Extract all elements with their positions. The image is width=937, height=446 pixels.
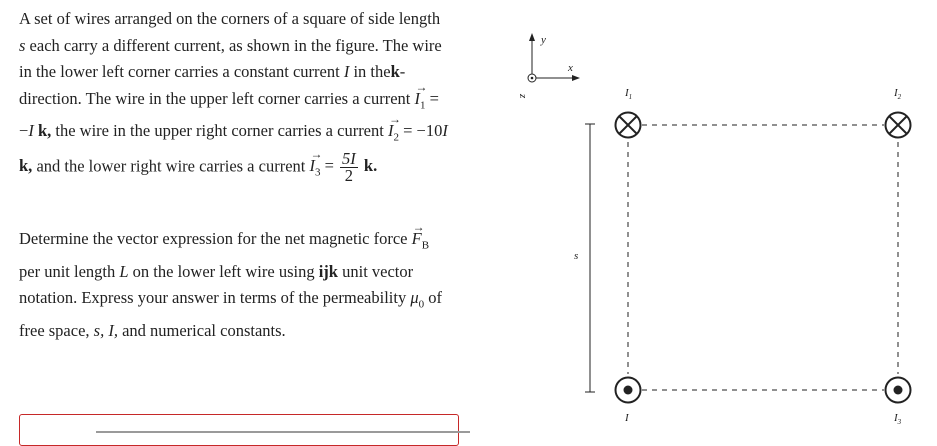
axes-icon xyxy=(528,33,580,82)
unit-k: k xyxy=(390,62,400,81)
wire-upper-left-label: $I_1$ xyxy=(625,87,633,101)
text: unit vector notation. Express your answer in terms of the permeability xyxy=(19,261,414,308)
wire-lower-left-label: I xyxy=(625,412,629,424)
var-s: s xyxy=(19,35,26,55)
text: per unit length xyxy=(19,261,116,281)
fraction-5I-over-2: $\frac{5I}{2}$ xyxy=(342,149,356,186)
ijk-notation: ijk xyxy=(318,261,338,281)
text: -direction. The wire in the upper left corner carries a current xyxy=(19,62,411,108)
var-s: s, xyxy=(93,321,105,341)
side-dimension xyxy=(585,124,595,392)
symbol-mu0: $\mu_0$ xyxy=(410,288,425,311)
text: on the lower left wire using xyxy=(132,261,315,281)
text: the wire in the upper right corner carries a current xyxy=(55,121,384,141)
var-L: L xyxy=(119,261,129,281)
vector-FB: → $F_B$ xyxy=(412,229,429,248)
wire-lower-right-out-of-page-icon xyxy=(886,378,911,403)
text: of free space, xyxy=(19,288,442,341)
text: and the lower right wire carries a current xyxy=(36,156,306,176)
wire-upper-left-into-page-icon xyxy=(616,113,641,138)
axis-z-label: z xyxy=(517,94,529,99)
wire-lower-right-label: $I_3$ xyxy=(894,412,902,426)
vector-I2: → I xyxy=(388,118,394,145)
current-I2-expression: → $I_2 = -10I$ k, xyxy=(19,121,448,175)
var-I: I, xyxy=(108,321,118,341)
side-length-label: s xyxy=(574,250,579,262)
current-I3-expression: → $I_3$ = $\frac{5I}{2}$ k. xyxy=(309,156,377,175)
text: and numerical constants. xyxy=(122,321,286,341)
vector-I3: → I xyxy=(309,153,315,180)
wire-lower-left-out-of-page-icon xyxy=(616,378,641,403)
dashed-square xyxy=(628,125,898,390)
wire-upper-right-label: $I_2$ xyxy=(894,87,902,101)
vector-I1: → I xyxy=(415,86,421,113)
var-I: I xyxy=(343,62,350,81)
wire-upper-right-into-page-icon xyxy=(886,113,911,138)
axis-x-label: x xyxy=(568,62,573,74)
current-I1-expression: → $I_1 = -I$ k, xyxy=(19,89,439,141)
text: in the xyxy=(353,62,391,81)
text: each carry a different current, as shown in the figure. The wire in the lower left corner carries a constant current xyxy=(19,35,442,81)
axis-y-label: y xyxy=(541,34,546,46)
text: Determine the vector expression for the net magnetic force xyxy=(19,229,408,249)
text: A set of wires arranged on the corners of a square of side length xyxy=(19,9,441,28)
